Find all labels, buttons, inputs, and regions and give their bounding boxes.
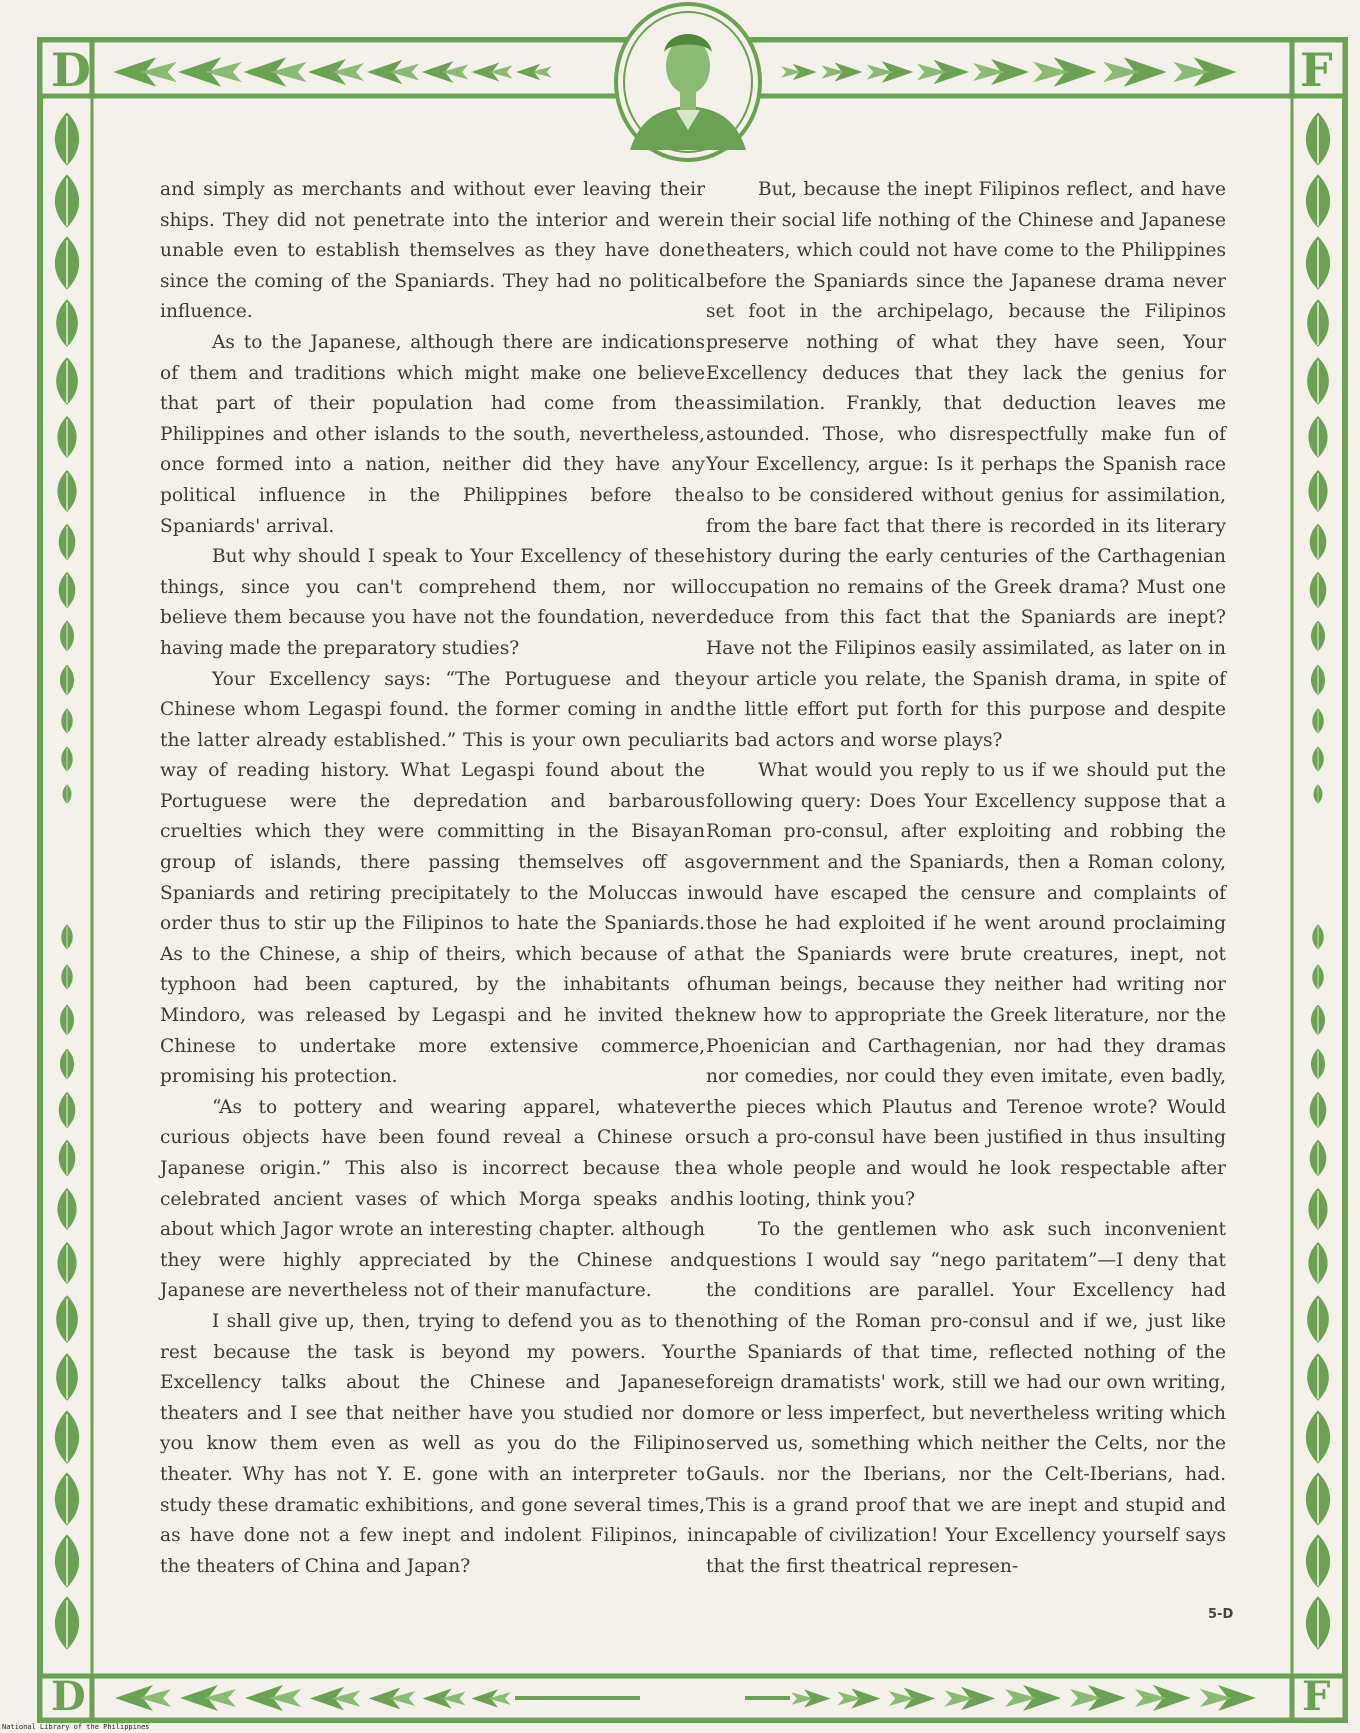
paragraph: To the gentlemen who ask such inconvenient questions I would say “nego paritatem”—I deny that the conditions are parallel. Your Excellency had nothing of the Roman pro-consul and if we, just like the Spaniards of that time, reflected nothing of the foreign dramatists' work, still we had our own writing, more or less imperfect, but nevertheless writing which served us, something which neither the Celts, nor the Gauls. nor the Iberians, nor the Celt-Iberians, had. This is a grand proof that we are inept and stupid and incapable of civilization! Your Excellency yourself says that the first theatrical represen-	[706, 1219, 1226, 1577]
paragraph: What would you reply to us if we should put the following query: Does Your Excellency suppose that a Roman pro-consul, after exploiting and robbing the government and the Spaniards, then a Roman colony, would have escaped the censure and complaints of those he had exploited if he went around proclaiming that the Spaniards were brute creatures, inept, not human beings, because they neither had writing nor knew how to appropriate the Greek literature, nor the Phoenician and Carthagenian, nor had they dramas nor comedies, nor could they even imitate, even badly, the pieces which Plautus and Terenoe wrote? Would such a pro-consul have been justified in thus insulting a whole people and would he look respectable after his looting, think you?	[706, 760, 1226, 1210]
laurel-leaf-icon	[1306, 112, 1330, 1649]
portrait-medallion-icon	[616, 4, 760, 160]
library-credit: National Library of the Philippines	[2, 1723, 150, 1731]
laurel-leaf-icon	[55, 112, 79, 1649]
corner-letter-top-left: D	[51, 43, 91, 97]
paragraph: But, because the inept Filipinos reflect, and have in their social life nothing of the Chinese and Japanese theaters, which could not have come to the Philippines before the Spaniards since the Japanese drama never set foot in the archipelago, because the Filipinos preserve nothing of what they have seen, Your Excellency deduces that they lack the genius for assimilation. Frankly, that deduction leaves me astounded. Those, who disrespectfully make fun of Your Excellency, argue: Is it perhaps the Spanish race also to be considered without genius for assimilation, from the bare fact that there is recorded in its literary history during the early centuries of the Carthagenian occupation no remains of the Greek drama? Must one deduce from this fact that the Spaniards are inept? Have not the Filipinos easily assimilated, as later on in your article you relate, the Spanish drama, in spite of the little effort put forth for this purpose and despite its bad actors and worse plays?	[706, 179, 1226, 751]
corner-letter-bottom-left: D	[51, 1673, 86, 1720]
corner-letter-top-right: F	[1300, 43, 1333, 97]
paragraph: Your Excellency says: “The Portuguese and the Chinese whom Legaspi found. the former coming in and the latter already established.” This is your own peculiar way of reading history. What Legaspi found about the Portuguese were the depredation and barbarous cruelties which they were committing in the Bisayan group of islands, there passing themselves off as Spaniards and retiring precipitately to the Moluccas in order thus to stir up the Filipinos to hate the Spaniards. As to the Chinese, a ship of theirs, which because of a typhoon had been captured, by the inhabitants of Mindoro, was released by Legaspi and he invited the Chinese to undertake more extensive commerce, promising his protection.	[160, 668, 705, 1088]
paragraph: As to the Japanese, although there are indications of them and traditions which might make one believe that part of their population had come from the Philippines and other islands to the south, nevertheless, once formed into a nation, neither did they have any political influence in the Philippines before the Spaniards' arrival.	[160, 331, 705, 537]
paragraph: I shall give up, then, trying to defend you as to the rest because the task is beyond my powers. Your Excellency talks about the Chinese and Japanese theaters and I see that neither have you studied nor do you know them even as well as you do the Filipino theater. Why has not Y. E. gone with an interpreter to study these dramatic exhibitions, and gone several times, as have done not a few inept and indolent Filipinos, in the theaters of China and Japan?	[160, 1310, 705, 1577]
corner-letter-bottom-right: F	[1302, 1673, 1331, 1720]
paragraph: and simply as merchants and without ever leaving their ships. They did not penetrate into the interior and were unable even to establish themselves as they have done since the coming of the Spaniards. They had no political influence.	[160, 179, 705, 323]
paragraph: “As to pottery and wearing apparel, whatever curious objects have been found reveal a Chinese or Japanese origin.” This also is incorrect because the celebrated ancient vases of which Morga speaks and about which Jagor wrote an interesting chapter. although they were highly appreciated by the Chinese and Japanese are nevertheless not of their manufacture.	[160, 1096, 705, 1302]
right-text-column	[706, 175, 1226, 1582]
paragraph: But why should I speak to Your Excellency of these things, since you can't comprehend them, nor will believe them because you have not the foundation, never having made the preparatory studies?	[160, 546, 705, 659]
page-number: 5-D	[1208, 1607, 1234, 1622]
left-text-column	[160, 175, 705, 1582]
